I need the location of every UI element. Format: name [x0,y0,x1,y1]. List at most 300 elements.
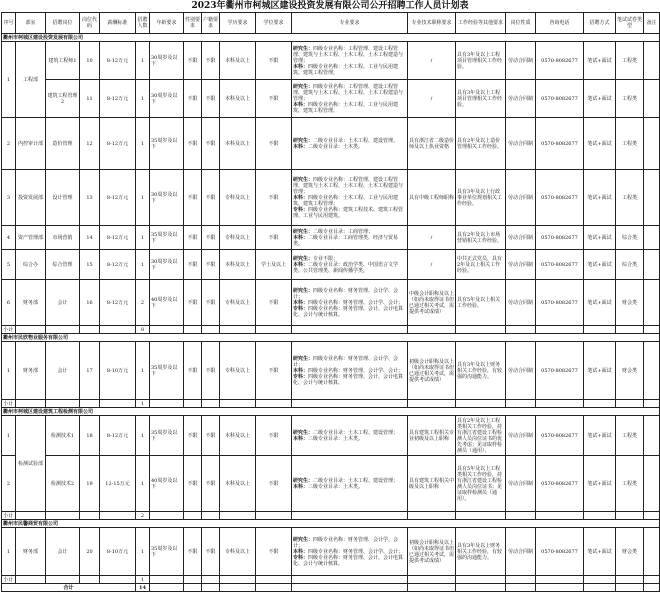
table-cell [202,400,220,408]
salary-cell: 8-12万元 [100,118,136,170]
table-cell [184,512,202,520]
dept-cell: 内控审计部 [16,118,46,170]
exp-cell: 具有5年及以上相关工作经验。 [456,280,506,326]
nature-cell: 劳动合同制 [506,118,536,170]
phone-cell: 0570-8082677 [536,226,584,250]
column-header: 部室 [16,13,46,34]
table-cell [408,400,456,408]
column-header: 序号 [2,13,16,34]
table-cell [256,400,292,408]
hukou-cell: 不限 [202,342,220,400]
table-cell [46,576,80,584]
method-cell: 笔试+面试 [584,280,616,326]
note-cell [644,226,660,250]
paper-cell: 工程类 [616,170,644,226]
degree-cell: 不限 [256,528,292,576]
table-cell [536,584,584,592]
age-cell: 30周岁及以下 [150,170,184,226]
hukou-cell: 不限 [202,226,220,250]
post-cell: 会计 [46,342,80,400]
code-cell: 13 [80,170,100,226]
table-cell [184,576,202,584]
table-cell [292,400,408,408]
column-header: 笔试试卷类型 [616,13,644,34]
degree-cell: 不限 [256,80,292,118]
company-name: 衢州市柯城区建设投资发展有限公司 [2,34,660,42]
age-cell: 30周岁及以下 [150,80,184,118]
company-row [2,334,660,342]
gender-cell: 不限 [184,250,202,280]
company-row [2,34,660,42]
spec-cell: 研究生：二级专业目录：土木工程、建设管理； 本科：二级专业目录：土木类。 [292,456,408,512]
nature-cell: 劳动合同制 [506,42,536,80]
nature-cell: 劳动合同制 [506,280,536,326]
edu-cell: 专科及以上 [220,226,256,250]
degree-cell: 学士及以上 [256,250,292,280]
phone-cell: 0570-8082677 [536,416,584,456]
seq-cell: 1 [2,342,16,400]
post-cell: 造价管理 [46,118,80,170]
column-header: 招聘方式 [584,13,616,34]
dept-cell: 综合办 [16,250,46,280]
note-cell [644,118,660,170]
phone-cell: 0570-8082677 [536,342,584,400]
seq-cell: 2 [2,118,16,170]
table-cell [100,400,136,408]
column-header: 专业要求 [292,13,408,34]
total-value: 14 [136,584,150,592]
salary-cell: 12-15万元 [100,456,136,512]
num-cell: 1 [136,342,150,400]
table-row [2,528,660,576]
column-header: 招聘人数 [136,13,150,34]
table-cell [150,326,184,334]
table-cell [256,512,292,520]
degree-cell: 不限 [256,416,292,456]
method-cell: 笔试+面试 [584,250,616,280]
title-cell: 具有中级工程师职称 [408,170,456,226]
hukou-cell: 不限 [202,280,220,326]
age-cell: 40周岁及以下 [150,280,184,326]
method-cell: 笔试+面试 [584,528,616,576]
age-cell: 35周岁及以下 [150,528,184,576]
table-cell [80,326,100,334]
hukou-cell: 不限 [202,528,220,576]
method-cell: 笔试+面试 [584,170,616,226]
paper-cell: 财会类 [616,528,644,576]
table-cell [100,512,136,520]
subtotal-row [2,576,660,584]
gender-cell: 不限 [184,528,202,576]
phone-cell: 0570-8082677 [536,42,584,80]
table-cell [536,400,584,408]
code-cell: 20 [80,528,100,576]
spec-cell: 研究生：二级专业目录：土木工程、建设管理； 本科：二级专业目录：土木类。 [292,416,408,456]
column-header: 备注 [644,13,660,34]
table-cell [536,512,584,520]
title-cell: 中级会计职称及以上（如尚未取得证书但已通过相关考试，需提供考试成绩） [408,280,456,326]
table-cell [80,512,100,520]
edu-cell: 本科及以上 [220,118,256,170]
paper-cell: 财会类 [616,280,644,326]
table-cell [584,576,616,584]
table-cell [202,576,220,584]
code-cell: 14 [80,226,100,250]
subtotal-value: 8 [136,326,150,334]
spec-cell: 研究生：四级专业名称：财务管理、会计学、会计； 本科：四级专业名称：财务管理、会计学、会计； 专科：四级专业名称：财务管理、会计、会计电算化、会计与统计核算。 [292,280,408,326]
edu-cell: 本科及以上 [220,456,256,512]
table-cell [506,584,536,592]
company-name: 衢州市民馨商贸有限公司 [2,520,660,528]
subtotal-label: 小计 [2,512,16,520]
post-cell: 会计 [46,528,80,576]
subtotal-row [2,400,660,408]
num-cell: 1 [136,226,150,250]
table-cell [16,326,46,334]
method-cell: 笔试+面试 [584,118,616,170]
table-cell [220,512,256,520]
salary-cell: 8-12万元 [100,80,136,118]
seq-cell: 6 [2,280,16,326]
table-cell [536,576,584,584]
table-cell [506,400,536,408]
salary-cell: 8-12万元 [100,280,136,326]
table-cell [202,326,220,334]
method-cell: 笔试+面试 [584,456,616,512]
gender-cell: 不限 [184,342,202,400]
seq-cell: 1 [2,416,16,456]
table-cell [408,584,456,592]
column-header: 学位要求 [256,13,292,34]
table-cell [644,400,660,408]
salary-cell: 8-12万元 [100,416,136,456]
degree-cell: 不限 [256,118,292,170]
paper-cell: 财会类 [616,342,644,400]
title-cell: 具有建筑工程相关中级及以上职称 [408,456,456,512]
seq-cell: 5 [2,250,16,280]
post-cell: 建筑工程管理2 [46,80,80,118]
dept-cell: 投资发展部 [16,170,46,226]
gender-cell: 不限 [184,80,202,118]
dept-cell: 资产管理部 [16,226,46,250]
table-cell [506,576,536,584]
spec-cell: 研究生：四级专业名称：工程管理、建设工程管理、建筑与土木工程、土木工程、土木工程建造与管理； 本科：四级专业名称：土木工程、工业与民用建筑、建筑工程管理； 专科：四级专业名称：建筑工程技术、建筑工程管理、工业与民用建筑。 [292,170,408,226]
paper-cell: 工程类 [616,118,644,170]
spec-cell: 研究生：专业不限； 本科：二级专业目录：政治学类、中国语言文学类、公共管理类、新闻传播学类。 [292,250,408,280]
table-cell [220,326,256,334]
hukou-cell: 不限 [202,170,220,226]
nature-cell: 劳动合同制 [506,342,536,400]
table-cell [220,400,256,408]
column-header: 岗位代码 [80,13,100,34]
phone-cell: 0570-8082677 [536,456,584,512]
exp-cell: 具有2年及以上市场营销相关工作经验。 [456,226,506,250]
gender-cell: 不限 [184,280,202,326]
edu-cell: 专科及以上 [220,170,256,226]
table-cell [584,584,616,592]
hukou-cell: 不限 [202,250,220,280]
column-header: 咨询电话 [536,13,584,34]
table-cell [150,400,184,408]
table-cell [46,512,80,520]
note-cell [644,80,660,118]
age-cell: 35周岁及以下 [150,118,184,170]
phone-cell: 0570-8082677 [536,118,584,170]
table-cell [184,326,202,334]
total-row [2,584,660,592]
method-cell: 笔试+面试 [584,342,616,400]
post-cell: 综合管理 [46,250,80,280]
column-header: 招聘岗位 [46,13,80,34]
table-row [2,80,660,118]
code-cell: 12 [80,118,100,170]
title-cell: / [408,226,456,250]
phone-cell: 0570-8082677 [536,528,584,576]
exp-cell: 具有3年及以上行政事业单位规划相关工作经验。 [456,170,506,226]
company-name: 衢州市民欣物业服务有限公司 [2,334,660,342]
table-cell [408,512,456,520]
table-cell [506,512,536,520]
post-cell: 检测技术1 [46,416,80,456]
exp-cell: 具有3年及以上财务相关工作经验，有较强的沟通能力。 [456,342,506,400]
gender-cell: 不限 [184,170,202,226]
paper-cell: 工程类 [616,42,644,80]
title-cell: 具有浙江省二级造价师及以上执业资格 [408,118,456,170]
table-cell [150,584,184,592]
edu-cell: 本科及以上 [220,80,256,118]
num-cell: 1 [136,528,150,576]
company-row [2,408,660,416]
seq-cell: 2 [2,456,16,512]
table-cell [80,576,100,584]
dept-cell: 财务部 [16,528,46,576]
table-cell [456,326,506,334]
title-cell: / [408,250,456,280]
num-cell: 1 [136,42,150,80]
method-cell: 笔试+面试 [584,80,616,118]
title-cell: 具有建筑工程相关专业初级及以上职称 [408,416,456,456]
table-row [2,118,660,170]
method-cell: 笔试+面试 [584,416,616,456]
gender-cell: 不限 [184,456,202,512]
exp-cell: 中共正式党员，具有2年及以上相关工作经验。 [456,250,506,280]
post-cell: 设计管理 [46,170,80,226]
edu-cell: 专科及以上 [220,280,256,326]
title-cell: 初级会计职称及以上（如尚未取得证书但已通过相关考试，需提供考试成绩） [408,528,456,576]
hukou-cell: 不限 [202,80,220,118]
paper-cell: 工程类 [616,456,644,512]
table-cell [644,576,660,584]
table-row [2,226,660,250]
age-cell: 30周岁及以下 [150,42,184,80]
nature-cell: 劳动合同制 [506,170,536,226]
table-cell [644,512,660,520]
spec-cell: 研究生：二级专业目录：工商管理； 本科：二级专业目录：工商管理类、经济与贸易类。 [292,226,408,250]
table-cell [292,326,408,334]
seq-cell: 4 [2,226,16,250]
table-cell [16,576,46,584]
age-cell: 35周岁及以下 [150,342,184,400]
edu-cell: 专科及以上 [220,528,256,576]
table-cell [150,512,184,520]
age-cell: 40周岁及以下 [150,456,184,512]
page-title: 2023年衢州市柯城区建设投资发展有限公司公开招聘工作人员计划表 [191,1,469,11]
spec-cell: 研究生：二级专业目录：土木工程、建设管理。 本科：二级专业目录：土木类。 [292,118,408,170]
table-cell [256,584,292,592]
code-cell: 10 [80,42,100,80]
salary-cell: 8-10万元 [100,528,136,576]
phone-cell: 0570-8082677 [536,250,584,280]
company-row [2,520,660,528]
exp-cell: 具有3年及以上财务相关工作经验，有较强的沟通能力。 [456,528,506,576]
subtotal-label: 小计 [2,576,16,584]
table-cell [408,326,456,334]
table-cell [202,584,220,592]
method-cell: 笔试+面试 [584,42,616,80]
exp-cell: 具有3年及以上工程项目管理相关工作经验。 [456,42,506,80]
num-cell: 1 [136,250,150,280]
table-cell [616,576,644,584]
post-cell: 会计 [46,280,80,326]
seq-cell: 1 [2,42,16,118]
table-cell [16,400,46,408]
table-cell [256,326,292,334]
code-cell: 19 [80,456,100,512]
table-cell [506,326,536,334]
num-cell: 1 [136,456,150,512]
table-cell [292,512,408,520]
exp-cell: 具有5年及以上工程类相关工作经验，持有浙江省建设工程检测人员岗位证书；见证取样检测员（通用）。 [456,456,506,512]
phone-cell: 0570-8082677 [536,280,584,326]
table-cell [184,584,202,592]
table-cell [46,326,80,334]
table-cell [292,576,408,584]
table-cell [456,400,506,408]
gender-cell: 不限 [184,118,202,170]
note-cell [644,170,660,226]
column-header: 工作经验等其他要求 [456,13,506,34]
nature-cell: 劳动合同制 [506,250,536,280]
spec-cell: 研究生：四级专业名称：财务管理、会计学、会计； 本科：四级专业名称：财务管理、会计学、会计； 专科：四级专业名称：财务管理、会计、会计电算化、会计与统计核算。 [292,342,408,400]
age-cell: 35周岁及以下 [150,416,184,456]
table-cell [256,576,292,584]
table-cell [584,326,616,334]
code-cell: 11 [80,80,100,118]
table-row [2,416,660,456]
table-cell [616,326,644,334]
exp-cell: 具有2年及以上造价管理相关工作经验。 [456,118,506,170]
table-row [2,280,660,326]
note-cell [644,42,660,80]
num-cell: 1 [136,170,150,226]
note-cell [644,342,660,400]
column-header: 学历要求 [220,13,256,34]
seq-cell: 1 [2,528,16,576]
table-cell [584,512,616,520]
degree-cell: 不限 [256,456,292,512]
table-row [2,250,660,280]
column-header: 性别要求 [184,13,202,34]
salary-cell: 8-12万元 [100,170,136,226]
degree-cell: 不限 [256,342,292,400]
table-cell [80,400,100,408]
dept-cell: 工程部 [16,42,46,118]
recruitment-table [1,12,660,592]
table-row [2,456,660,512]
table-row [2,170,660,226]
gender-cell: 不限 [184,416,202,456]
column-header: 户籍要求 [202,13,220,34]
table-cell [46,400,80,408]
subtotal-row [2,512,660,520]
table-row [2,42,660,80]
degree-cell: 不限 [256,226,292,250]
spec-cell: 研究生：四级专业名称：工程管理、建设工程管理、建筑与土木工程、土木工程、土木工程建造与管理； 本科：四级专业名称：土木工程、工业与民用建筑、建筑工程管理。 [292,80,408,118]
subtotal-row [2,326,660,334]
table-cell [184,400,202,408]
title-cell: / [408,42,456,80]
table-cell [616,584,644,592]
note-cell [644,416,660,456]
title-cell: / [408,80,456,118]
subtotal-label: 小计 [2,400,16,408]
exp-cell: 具有2年及以上工程类相关工作经验，持有浙江省建设工程检测人员岗位证书的优先考虑；见证取样检测员（通用）。 [456,416,506,456]
num-cell: 1 [136,416,150,456]
table-cell [220,576,256,584]
subtotal-value: 2 [136,512,150,520]
phone-cell: 0570-8082677 [536,80,584,118]
paper-cell: 综合类 [616,250,644,280]
gender-cell: 不限 [184,42,202,80]
nature-cell: 劳动合同制 [506,80,536,118]
note-cell [644,280,660,326]
salary-cell: 8-12万元 [100,42,136,80]
table-cell [616,400,644,408]
spec-cell: 研究生：四级专业名称：财务管理、会计学、会计； 本科：四级专业名称：财务管理、会计学、会计； 专科：四级专业名称：财务管理、会计、会计电算化、会计与统计核算。 [292,528,408,576]
hukou-cell: 不限 [202,456,220,512]
edu-cell: 专科及以上 [220,342,256,400]
paper-cell: 工程类 [616,80,644,118]
title-cell: 初级会计职称及以上（如尚未取得证书但已通过相关考试，需提供考试成绩） [408,342,456,400]
note-cell [644,250,660,280]
table-cell [616,512,644,520]
column-header: 专业技术职称要求 [408,13,456,34]
salary-cell: 8-10万元 [100,342,136,400]
edu-cell: 本科及以上 [220,416,256,456]
table-cell [456,576,506,584]
phone-cell: 0570-8082677 [536,170,584,226]
nature-cell: 劳动合同制 [506,528,536,576]
subtotal-value: 1 [136,400,150,408]
paper-cell: 综合类 [616,226,644,250]
code-cell: 18 [80,416,100,456]
dept-cell: 检测试验部 [16,416,46,512]
column-header: 薪酬标准 [100,13,136,34]
table-cell [408,576,456,584]
company-name: 衢州市柯城区建设建筑工程检测有限公司 [2,408,660,416]
header-row [2,13,660,34]
subtotal-value: 1 [136,576,150,584]
table-row [2,342,660,400]
degree-cell: 不限 [256,42,292,80]
paper-cell: 工程类 [616,416,644,456]
code-cell: 16 [80,280,100,326]
table-cell [100,576,136,584]
hukou-cell: 不限 [202,118,220,170]
table-cell [292,584,408,592]
table-cell [456,512,506,520]
note-cell [644,528,660,576]
